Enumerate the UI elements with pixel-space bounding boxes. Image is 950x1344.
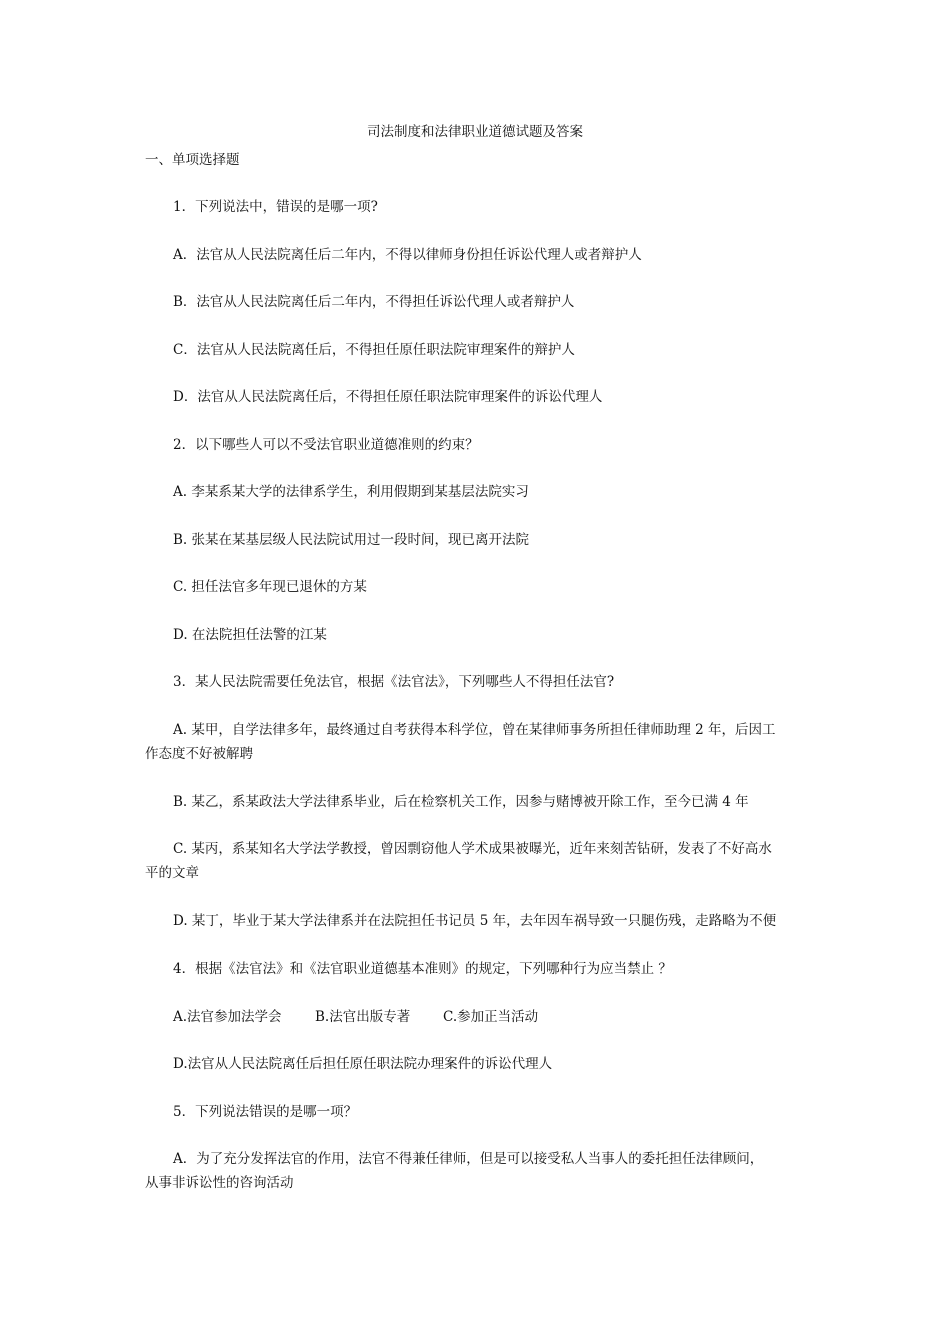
question-4-option-b: B.法官出版专著 [315, 1009, 411, 1025]
question-3-option-c-line1: C. 某丙，系某知名大学法学教授，曾因剽窃他人学术成果被曝光，近年来刻苦钻研，发表了不好高水 [173, 841, 772, 857]
question-3-stem: 3．某人民法院需要任免法官，根据《法官法》，下列哪些人不得担任法官? [173, 674, 615, 690]
question-5-option-a-line2: 从事非诉讼性的咨询活动 [145, 1175, 294, 1191]
question-2-option-b: B. 张某在某基层级人民法院试用过一段时间，现已离开法院 [173, 532, 530, 548]
document-title: 司法制度和法律职业道德试题及答案 [367, 124, 583, 140]
question-3-option-a-line1: A. 某甲，自学法律多年，最终通过自考获得本科学位，曾在某律师事务所担任律师助理 2 年，后因工 [173, 722, 776, 738]
question-3-option-c-line2: 平的文章 [145, 865, 199, 881]
question-4-option-c: C.参加正当活动 [443, 1009, 539, 1025]
question-2-option-c: C. 担任法官多年现已退休的方某 [173, 579, 367, 595]
question-1-option-a: A．法官从人民法院离任后二年内，不得以律师身份担任诉讼代理人或者辩护人 [173, 247, 642, 263]
question-1-option-b: B．法官从人民法院离任后二年内，不得担任诉讼代理人或者辩护人 [173, 294, 575, 310]
question-2-option-a: A. 李某系某大学的法律系学生，利用假期到某基层法院实习 [173, 484, 529, 500]
question-3-option-a-line2: 作态度不好被解聘 [145, 746, 253, 762]
question-4-options-row [173, 1007, 538, 1027]
question-4-option-a: A.法官参加法学会 [173, 1009, 282, 1025]
question-1-option-d: D．法官从人民法院离任后，不得担任原任职法院审理案件的诉讼代理人 [173, 389, 603, 405]
question-5-stem: 5．下列说法错误的是哪一项？ [173, 1104, 358, 1120]
question-1-stem: 1．下列说法中，错误的是哪一项? [173, 199, 378, 215]
question-3-option-b: B. 某乙，系某政法大学法律系毕业，后在检察机关工作，因参与赌博被开除工作，至今已满 4 年 [173, 794, 749, 810]
question-1-option-c: C．法官从人民法院离任后，不得担任原任职法院审理案件的辩护人 [173, 342, 575, 358]
question-4-stem: 4．根据《法官法》和《法官职业道德基本准则》的规定，下列哪种行为应当禁止 ？ [173, 961, 672, 977]
question-4-option-d: D.法官从人民法院离任后担任原任职法院办理案件的诉讼代理人 [173, 1056, 553, 1072]
question-2-option-d: D. 在法院担任法警的江某 [173, 627, 327, 643]
question-3-option-d: D. 某丁，毕业于某大学法律系并在法院担任书记员 5 年，去年因车祸导致一只腿伤残，走路略为不便 [173, 913, 777, 929]
section-heading: 一、单项选择题 [145, 152, 240, 168]
question-5-option-a-line1: A．为了充分发挥法官的作用，法官不得兼任律师，但是可以接受私人当事人的委托担任法律顾问， [173, 1151, 764, 1167]
question-2-stem: 2．以下哪些人可以不受法官职业道德准则的约束？ [173, 437, 479, 453]
